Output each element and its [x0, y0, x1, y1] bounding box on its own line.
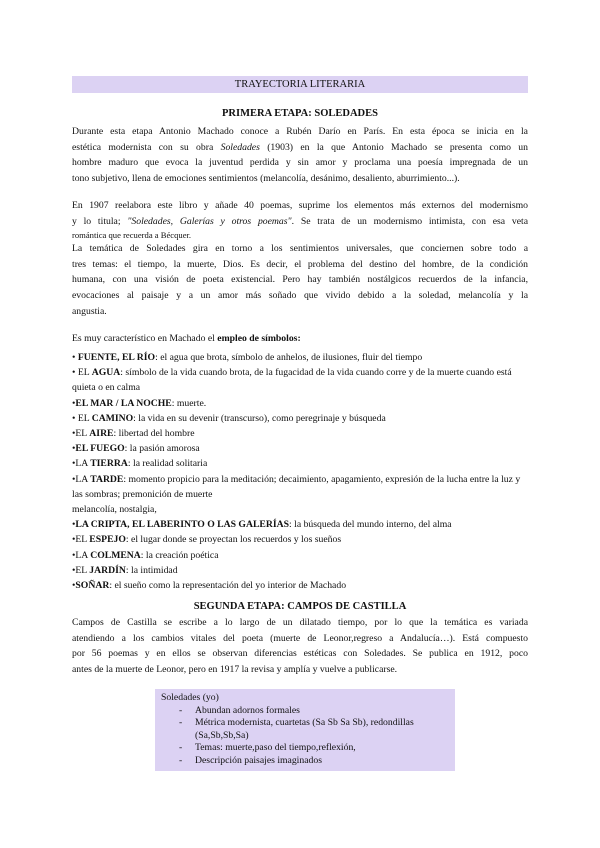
section-heading-1: PRIMERA ETAPA: SOLEDADES — [222, 108, 378, 119]
symbol-term: TIERRA — [90, 458, 128, 470]
text-line: evocaciones al paisaje y a un amor más soñado que vivido debido a la soledad, melancolía y la — [72, 290, 528, 302]
text-line: humana, con una visión de poeta existencial. Pero hay también nostálgicos recuerdos de la infancia, — [72, 274, 528, 286]
symbol-continuation: melancolía, nostalgia, — [72, 504, 157, 516]
box-list-item — [161, 755, 449, 768]
text-line: y lo titula; "Soledades, Galerías y otros poemas". Se trata de un modernismo intimista, con esa veta — [72, 215, 529, 227]
box-list-item — [161, 717, 449, 742]
paragraph-intro — [72, 124, 528, 187]
symbol-term: AIRE — [89, 428, 114, 440]
text-line: estética modernista con su obra Soledades (1903) en la que Antonio Machado se presenta como un — [72, 141, 528, 153]
symbol-item: •EL FUEGO: la pasión amorosa — [72, 443, 200, 455]
symbol-term: SOÑAR — [75, 580, 110, 592]
box-list — [161, 705, 449, 768]
symbol-item: •LA TIERRA: la realidad solitaria — [72, 458, 208, 470]
dash-bullet: - — [179, 717, 183, 729]
text-line: En 1907 reelabora este libro y añade 40 poemas, suprime los elementos más externos del modernismo — [72, 200, 528, 211]
symbol-term: CAMINO — [91, 412, 134, 424]
symbol-item: •EL AIRE: libertad del hombre — [72, 428, 195, 440]
symbols-intro-text: Es muy característico en Machado el — [72, 333, 215, 344]
text-line: La temática de Soledades gira en torno a los sentimientos universales, que conciernen sobre todo a — [72, 243, 528, 254]
symbol-item: •EL JARDÍN: la intimidad — [72, 564, 178, 576]
text-line: angustia. — [72, 305, 107, 317]
box-list-item — [161, 705, 449, 718]
dash-bullet: - — [179, 742, 183, 754]
symbol-item: •EL MAR / LA NOCHE: muerte. — [72, 397, 207, 409]
text-line: antes de la muerte de Leonor, pero en 1917 la revisa y amplía y vuelve a publicarse. — [72, 664, 398, 676]
text-line: romántica que recuerda a Bécquer. — [72, 230, 192, 241]
box-item-text: Abundan adornos formales — [195, 704, 300, 716]
text-line — [72, 331, 528, 347]
symbol-term: ESPEJO — [89, 534, 126, 546]
paragraph-tematica — [72, 241, 528, 320]
box-item-text: Temas: muerte,paso del tiempo,reflexión, — [195, 742, 356, 754]
box-item-text: Métrica modernista, cuartetas (Sa Sb Sa Sb), redondillas (Sa,Sb,Sb,Sa) — [195, 717, 414, 741]
dash-bullet: - — [179, 704, 183, 716]
symbol-term: EL MAR / LA NOCHE — [75, 397, 172, 409]
text-line: por 56 poemas y en ellos se observan diferencias estéticas con Soledades. Se publica en 1912, poco — [72, 648, 528, 660]
symbol-item: •LA COLMENA: la creación poética — [72, 549, 219, 561]
symbol-item: •LA CRIPTA, EL LABERINTO O LAS GALERÍAS: la búsqueda del mundo interno, del alma — [72, 519, 452, 531]
symbol-term: EL FUEGO — [75, 443, 125, 455]
dash-bullet: - — [179, 754, 183, 766]
symbol-item: •EL ESPEJO: el lugar donde se proyectan los recuerdos y los sueños — [72, 534, 342, 546]
symbol-item: • FUENTE, EL RÍO: el agua que brota, símbolo de anhelos, de ilusiones, fluir del tiempo — [72, 352, 423, 363]
page-title: TRAYECTORIA LITERARIA — [72, 76, 528, 93]
symbol-term: COLMENA — [90, 549, 141, 561]
text-line: tono subjetivo, llena de emociones sentimientos (melancolía, desánimo, desaliento, aburrimiento...). — [72, 173, 460, 185]
text-line: atendiendo a los cambios vitales del poeta (muerte de Leonor,regreso a Andalucía…). Está compuesto — [72, 632, 528, 644]
symbol-item: •SOÑAR: el sueño como la representación del yo interior de Machado — [72, 580, 347, 592]
summary-box — [155, 689, 455, 771]
text-line: Campos de Castilla se escribe a lo largo de un dilatado tiempo, por lo que la temática es variada — [72, 617, 528, 628]
symbol-item: • EL CAMINO: la vida en su devenir (transcurso), como peregrinaje y búsqueda — [72, 412, 386, 424]
section-heading-2: SEGUNDA ETAPA: CAMPOS DE CASTILLA — [193, 601, 407, 612]
box-list-item — [161, 742, 449, 755]
symbol-item: • EL AGUA: símbolo de la vida cuando brota, de la fugacidad de la vida cuando corre y de la muerte cuando está quieta o en calma — [72, 367, 512, 394]
text-line: hombre maduro que evoca la juventud perdida y sin amor y proclama una poesía impregnada de un — [72, 157, 528, 169]
symbols-intro-bold: empleo de símbolos: — [217, 333, 301, 344]
symbol-term: FUENTE, EL RÍO — [77, 352, 156, 363]
text-line: Durante esta etapa Antonio Machado conoce a Rubén Darío en París. En esta época se inicia en la — [72, 126, 528, 137]
symbols-intro — [72, 331, 528, 347]
symbol-term: JARDÍN — [89, 564, 126, 576]
symbol-term: TARDE — [90, 473, 124, 485]
paragraph-campos — [72, 615, 528, 678]
paragraph-1907 — [72, 198, 528, 241]
text-line: tres temas: el tiempo, la muerte, Dios. Es decir, el problema del destino del hombre, de la condición — [72, 258, 528, 270]
symbol-item: •LA TARDE: momento propicio para la meditación; decaimiento, apagamiento, expresión de la lucha entre la luz y las sombras; premonición de muerte — [72, 473, 521, 500]
box-title: Soledades (yo) — [161, 692, 219, 703]
symbol-term: LA CRIPTA, EL LABERINTO O LAS GALERÍAS — [75, 519, 290, 531]
symbols-list — [72, 350, 532, 593]
box-item-text: Descripción paisajes imaginados — [195, 754, 322, 766]
symbol-term: AGUA — [91, 367, 121, 379]
